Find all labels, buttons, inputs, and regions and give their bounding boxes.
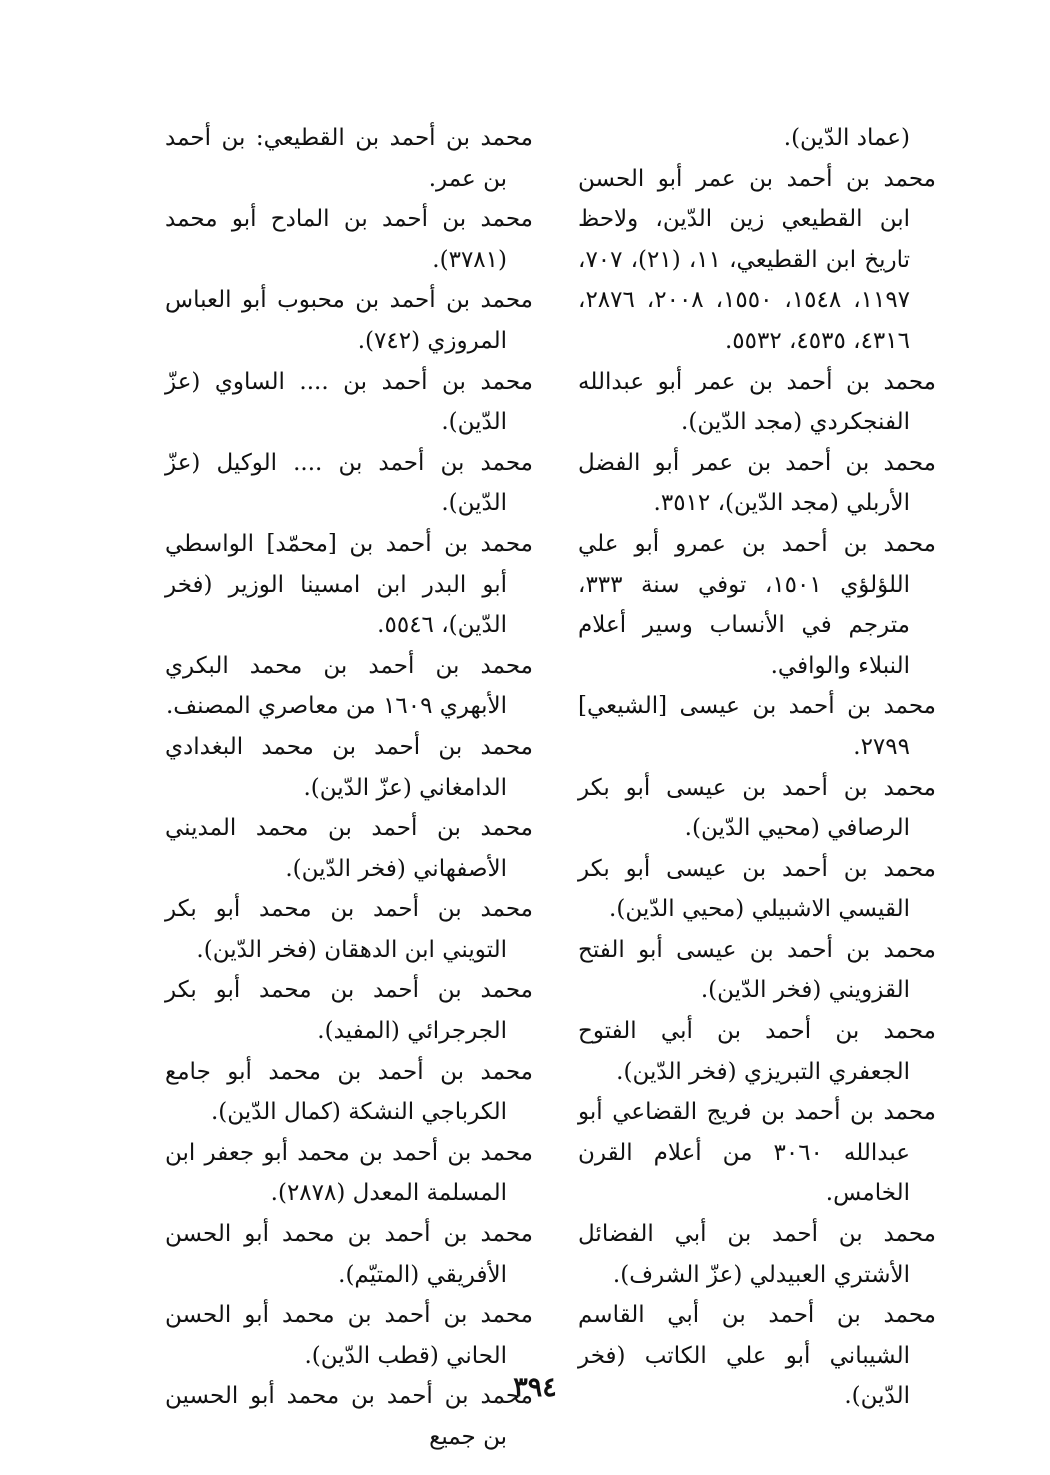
- index-entry: محمد بن أحمد بن .... الوكيل (عزّ الدّين).: [165, 449, 533, 517]
- index-entry: محمد بن أحمد بن عمر أبو الحسن ابن القطيعي زين الدّين، ولاحظ تاريخ ابن القطيعي، ١١، (٢١)، ٧٠٧، ١١٩٧، ١٥٤٨، ١٥٥٠، ٢٠٠٨، ٢٨٧٦، ٤٣١٦، ٤٥٣٥، ٥٥٣٢.: [578, 165, 936, 354]
- index-entry: محمد بن أحمد بن محمد أبو جعفر ابن المسلمة المعدل (٢٨٧٨).: [165, 1139, 533, 1207]
- index-entry: محمد بن أحمد بن محمد البكري الأبهري ١٦٠٩ من معاصري المصنف.: [165, 652, 533, 720]
- page-number: ٣٩٤: [513, 1372, 557, 1403]
- index-entry: محمد بن أحمد بن محمد البغدادي الدامغاني (عزّ الدّين).: [165, 733, 533, 801]
- index-entry: محمد بن أحمد بن عيسى [الشيعي] ٢٧٩٩.: [578, 693, 936, 760]
- index-entry: محمد بن أحمد بن محمد أبو الحسن الحاني (قطب الدّين).: [165, 1302, 533, 1369]
- index-entry: محمد بن أحمد بن [محمّد] الواسطي أبو البدر ابن امسينا الوزير (فخر الدّين)، ٥٥٤٦.: [165, 530, 533, 639]
- index-entry: محمد بن أحمد بن عمر أبو الفضل الأربلي (مجد الدّين)، ٣٥١٢.: [578, 449, 936, 517]
- right-column: [578, 118, 936, 1417]
- index-entry: محمد بن أحمد بن أبي الفتوح الجعفري التبريزي (فخر الدّين).: [578, 1018, 936, 1085]
- index-entry: محمد بن أحمد بن عيسى أبو بكر الرصافي (محيي الدّين).: [578, 774, 936, 842]
- index-entry: محمد بن أحمد بن عيسى أبو بكر القيسي الاشبيلي (محيي الدّين).: [578, 855, 936, 923]
- left-column: [165, 118, 533, 1458]
- index-entry: محمد بن أحمد بن محبوب أبو العباس المروزي (٧٤٢).: [165, 287, 533, 354]
- index-entry: محمد بن أحمد بن .... الساوي (عزّ الدّين).: [165, 368, 533, 436]
- index-entry: محمد بن أحمد بن محمد أبو بكر التويني ابن الدهقان (فخر الدّين).: [165, 896, 533, 963]
- index-entry: محمد بن أحمد بن أبي الفضائل الأشتري العبيدلي (عزّ الشرف).: [578, 1221, 936, 1288]
- index-entry: محمد بن أحمد بن عيسى أبو الفتح القزويني (فخر الدّين).: [578, 936, 936, 1004]
- index-entry: محمد بن أحمد بن محمد أبو جامع الكرباجي النشكة (كمال الدّين).: [165, 1058, 533, 1126]
- index-entry: (عماد الدّين).: [783, 125, 910, 151]
- index-entry: محمد بن أحمد بن محمد أبو الحسن الأفريقي (المتيّم).: [165, 1221, 533, 1288]
- index-entry: محمد بن أحمد بن فريج القضاعي أبو عبدالله ٣٠٦٠ من أعلام القرن الخامس.: [578, 1099, 936, 1207]
- index-entry: محمد بن أحمد بن محمد أبو بكر الجرجرائي (المفيد).: [165, 977, 533, 1045]
- index-entry: محمد بن أحمد بن المادح أبو محمد (٣٧٨١).: [165, 206, 533, 273]
- index-entry: محمد بن أحمد بن عمر أبو عبدالله الفنجكردي (مجد الدّين).: [578, 368, 936, 436]
- index-entry: محمد بن أحمد بن عمرو أبو علي اللؤلؤي ١٥٠١، توفي سنة ٣٣٣، مترجم في الأنساب وسير أعلام النبلاء والوافي.: [578, 530, 936, 679]
- index-entry: محمد بن أحمد بن محمد المديني الأصفهاني (فخر الدّين).: [165, 815, 533, 882]
- index-entry: محمد بن أحمد بن محمد أبو الحسين بن جميع: [165, 1383, 533, 1450]
- index-entry: محمد بن أحمد بن القطيعي: بن أحمد بن عمر.: [165, 125, 533, 192]
- index-entry: محمد بن أحمد بن أبي القاسم الشيباني أبو علي الكاتب (فخر الدّين).: [578, 1302, 936, 1410]
